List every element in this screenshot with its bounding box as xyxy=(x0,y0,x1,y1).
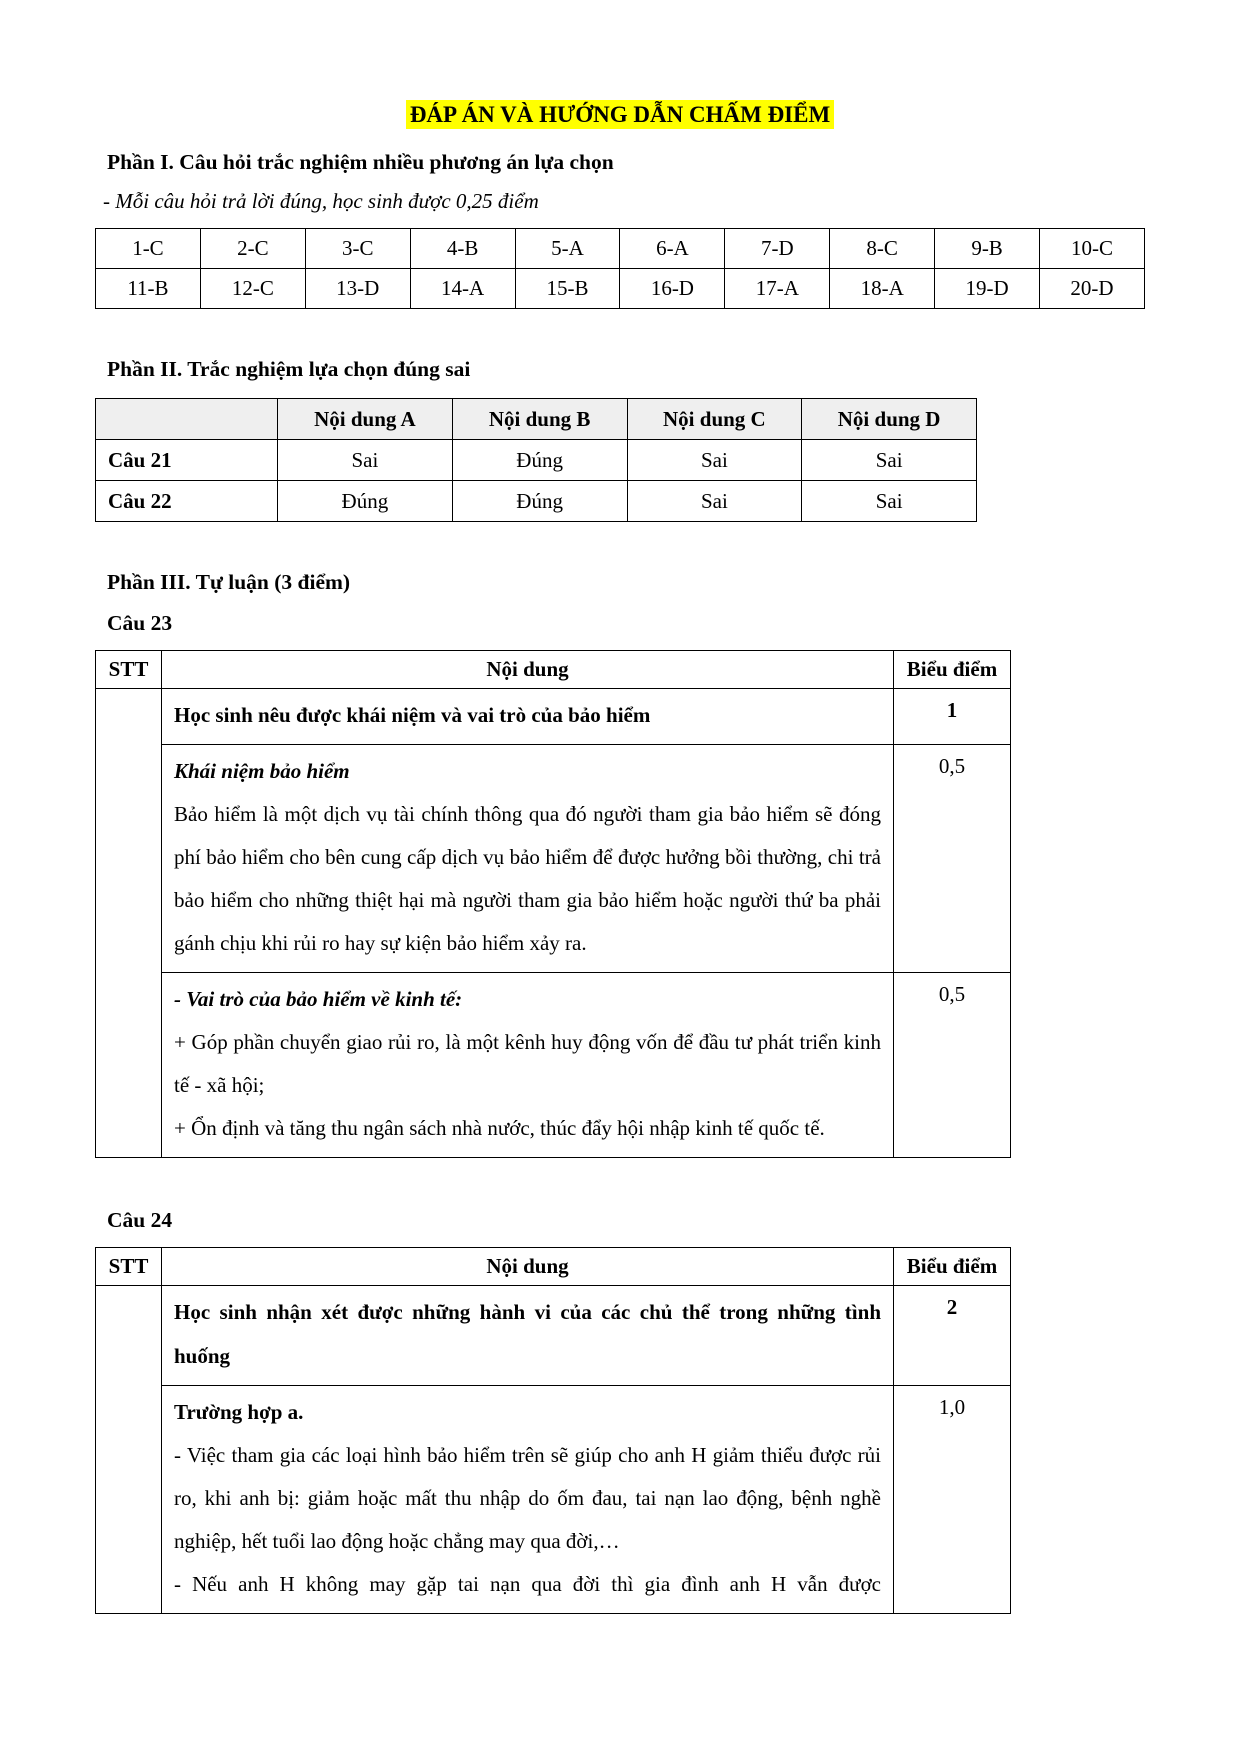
q24-header-row xyxy=(96,1248,1011,1286)
answer-cell: 13-D xyxy=(305,269,410,309)
q23-stt-cell xyxy=(96,689,162,1158)
q23-row2-score: 0,5 xyxy=(894,745,1011,973)
q24-row2-content xyxy=(162,1385,894,1613)
part1-heading: Phần I. Câu hỏi trắc nghiệm nhiều phương án lựa chọn xyxy=(107,150,614,174)
q24-header-score: Biểu điểm xyxy=(894,1248,1011,1286)
doc-title xyxy=(95,102,1145,128)
answer-cell: 4-B xyxy=(410,229,515,269)
q23-row2-heading: Khái niệm bảo hiểm xyxy=(174,759,350,784)
answers-row-1 xyxy=(96,229,1145,269)
tf-header-cell: Nội dung D xyxy=(802,399,977,440)
answer-cell: 19-D xyxy=(935,269,1040,309)
q24-row1-score: 2 xyxy=(894,1286,1011,1385)
q24-row-2 xyxy=(96,1385,1011,1613)
tf-value-cell: Sai xyxy=(627,440,802,481)
tf-header-cell: Nội dung B xyxy=(452,399,627,440)
tf-row-label: Câu 21 xyxy=(96,440,278,481)
q24-row-1 xyxy=(96,1286,1011,1385)
part1-answers-table xyxy=(95,228,1145,309)
q23-row2-body: Bảo hiểm là một dịch vụ tài chính thông qua đó người tham gia bảo hiểm sẽ đóng phí bảo hiểm cho bên cung cấp dịch vụ bảo hiểm để được hưởng bồi thường, chi trả bảo hiểm cho những thiệt hại mà người tham gia bảo hiểm hoặc người thứ ba phải gánh chịu khi rủi ro hay sự kiện bảo hiểm xảy ra. xyxy=(174,802,881,956)
q23-row3-point2: + Ổn định và tăng thu ngân sách nhà nước, thúc đẩy hội nhập kinh tế quốc tế. xyxy=(174,1116,825,1141)
answers-row-2 xyxy=(96,269,1145,309)
q23-header-stt: STT xyxy=(96,651,162,689)
q23-table xyxy=(95,650,1011,1158)
answer-cell: 6-A xyxy=(620,229,725,269)
part2-heading: Phần II. Trắc nghiệm lựa chọn đúng sai xyxy=(107,357,471,381)
part3-heading: Phần III. Tự luận (3 điểm) xyxy=(107,570,351,594)
q24-row2-score: 1,0 xyxy=(894,1385,1011,1613)
part2-truefalse-table xyxy=(95,398,977,522)
answer-cell: 8-C xyxy=(830,229,935,269)
q24-header-content: Nội dung xyxy=(162,1248,894,1286)
tf-value-cell: Sai xyxy=(278,440,453,481)
answer-cell: 10-C xyxy=(1040,229,1145,269)
answer-cell: 5-A xyxy=(515,229,620,269)
q24-row2-heading: Trường hợp a. xyxy=(174,1399,304,1424)
q24-row1-text: Học sinh nhận xét được những hành vi của các chủ thể trong những tình huống xyxy=(162,1286,894,1385)
tf-header-cell: Nội dung A xyxy=(278,399,453,440)
part1-note: - Mỗi câu hỏi trả lời đúng, học sinh được 0,25 điểm xyxy=(103,189,539,213)
tf-row-label: Câu 22 xyxy=(96,481,278,522)
tf-value-cell: Đúng xyxy=(278,481,453,522)
answer-cell: 14-A xyxy=(410,269,515,309)
q23-row1-text: Học sinh nêu được khái niệm và vai trò của bảo hiểm xyxy=(162,689,894,745)
answer-cell: 7-D xyxy=(725,229,830,269)
tf-header-row xyxy=(96,399,977,440)
answer-cell: 3-C xyxy=(305,229,410,269)
answer-cell: 17-A xyxy=(725,269,830,309)
tf-header-empty-cell xyxy=(96,399,278,440)
q23-header-row xyxy=(96,651,1011,689)
tf-value-cell: Sai xyxy=(802,481,977,522)
q23-header-content: Nội dung xyxy=(162,651,894,689)
q23-row3-point1: + Góp phần chuyển giao rủi ro, là một kênh huy động vốn để đầu tư phát triển kinh tế - xã hội; xyxy=(174,1030,881,1098)
tf-value-cell: Đúng xyxy=(452,481,627,522)
tf-row-cau21 xyxy=(96,440,977,481)
q23-row1-score: 1 xyxy=(894,689,1011,745)
answer-cell: 15-B xyxy=(515,269,620,309)
q23-header-score: Biểu điểm xyxy=(894,651,1011,689)
answer-cell: 18-A xyxy=(830,269,935,309)
q23-row3-score: 0,5 xyxy=(894,973,1011,1158)
doc-title-highlight: ĐÁP ÁN VÀ HƯỚNG DẪN CHẤM ĐIỂM xyxy=(406,100,834,129)
tf-row-cau22 xyxy=(96,481,977,522)
tf-value-cell: Sai xyxy=(627,481,802,522)
tf-value-cell: Đúng xyxy=(452,440,627,481)
q24-stt-cell xyxy=(96,1286,162,1613)
q23-row-2 xyxy=(96,745,1011,973)
answer-cell: 20-D xyxy=(1040,269,1145,309)
q24-table xyxy=(95,1247,1011,1613)
q23-row-1 xyxy=(96,689,1011,745)
answer-cell: 12-C xyxy=(200,269,305,309)
answer-cell: 1-C xyxy=(96,229,201,269)
q24-label: Câu 24 xyxy=(107,1208,173,1233)
q24-row2-point2: - Nếu anh H không may gặp tai nạn qua đời thì gia đình anh H vẫn được xyxy=(174,1571,881,1596)
answer-cell: 11-B xyxy=(96,269,201,309)
q23-label: Câu 23 xyxy=(107,611,173,635)
answer-cell: 2-C xyxy=(200,229,305,269)
q23-row3-heading: - Vai trò của bảo hiểm về kinh tế: xyxy=(174,987,463,1012)
q24-header-stt: STT xyxy=(96,1248,162,1286)
tf-value-cell: Sai xyxy=(802,440,977,481)
q23-row-3 xyxy=(96,973,1011,1158)
q23-row2-content xyxy=(162,745,894,973)
q24-row2-point1: - Việc tham gia các loại hình bảo hiểm trên sẽ giúp cho anh H giảm thiểu được rủi ro, khi anh bị: giảm hoặc mất thu nhập do ốm đau, tai nạn lao động, bệnh nghề nghiệp, hết tuổi lao động hoặc chẳng may qua đời,… xyxy=(174,1442,881,1553)
q23-row3-content xyxy=(162,973,894,1158)
answer-cell: 9-B xyxy=(935,229,1040,269)
tf-header-cell: Nội dung C xyxy=(627,399,802,440)
answer-cell: 16-D xyxy=(620,269,725,309)
